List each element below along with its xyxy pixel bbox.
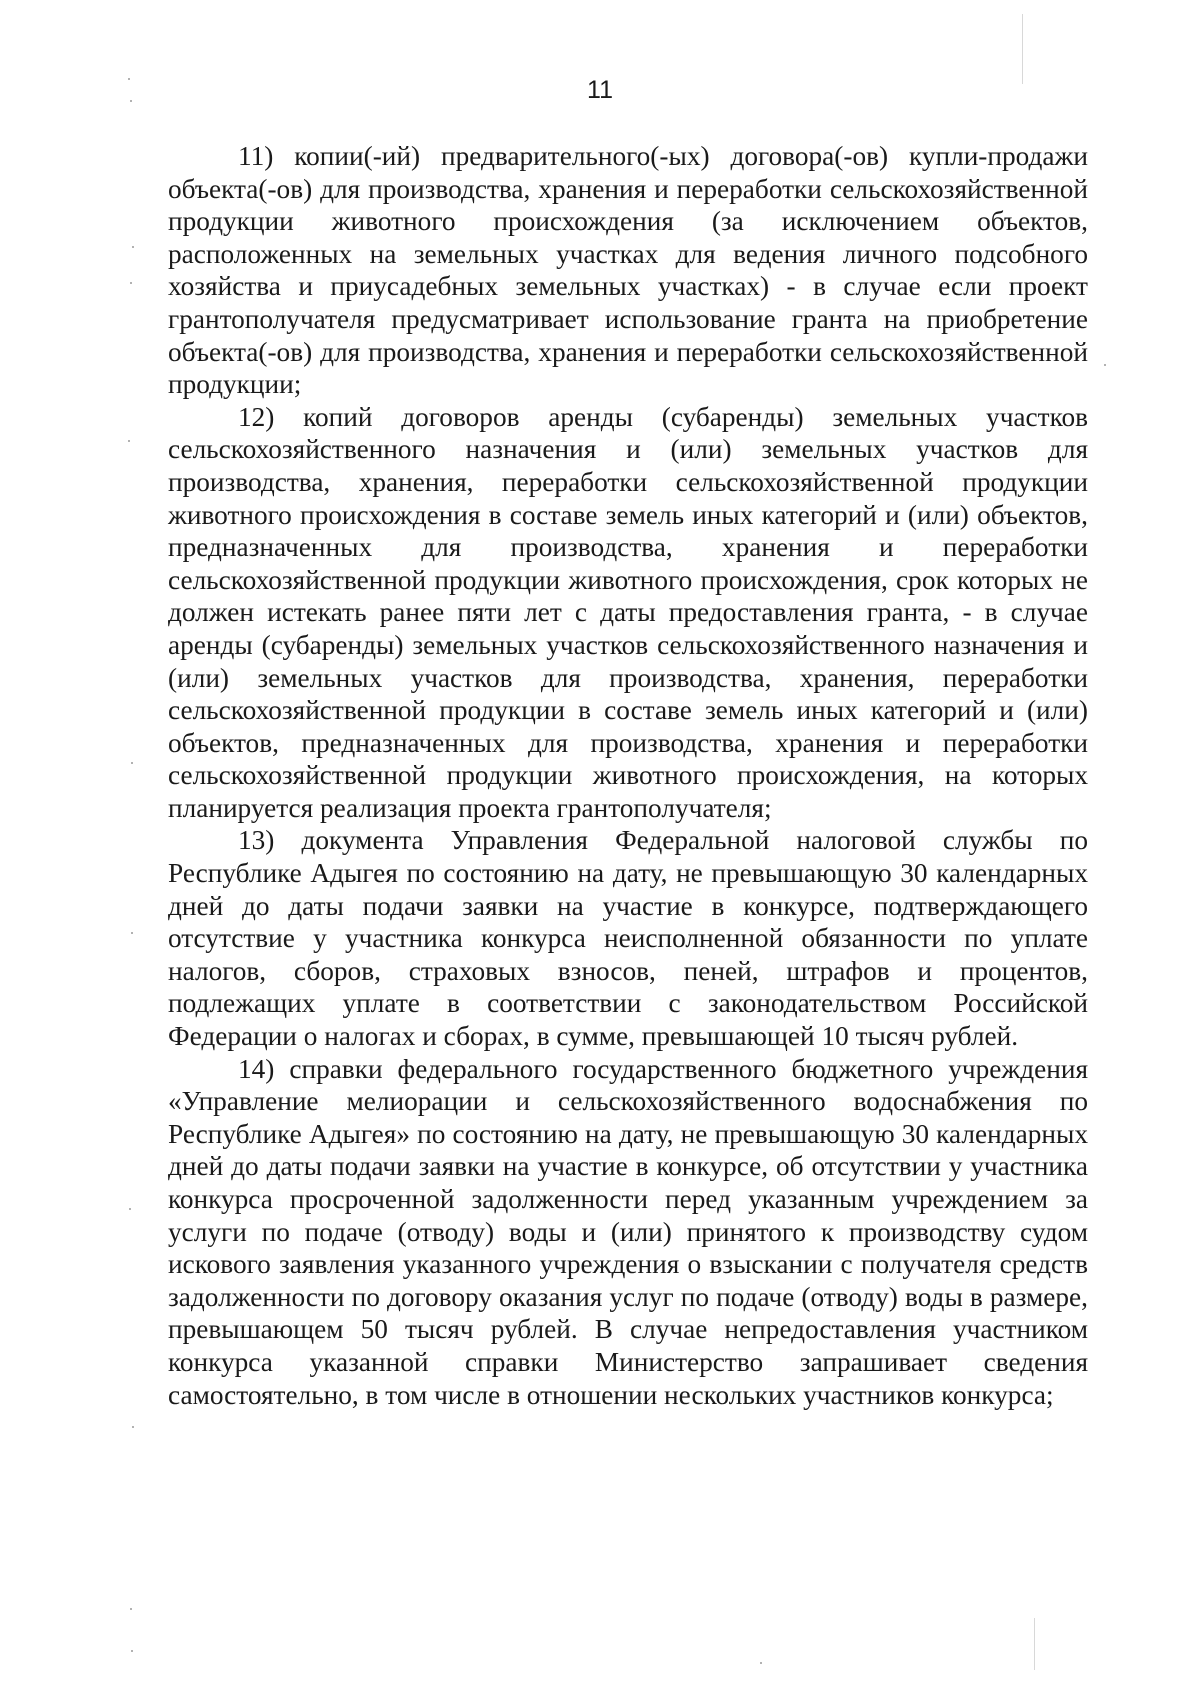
paragraph-item-11: 11) копии(-ий) предварительного(-ых) договора(-ов) купли-продажи объекта(-ов) для производства, хранения и переработки сельскохозяйственной продукции животного происхождения (за исключением объектов, расположенных на земельных участках для ведения личного подсобного хозяйства и приусадебных земельных участках) - в случае если проект грантополучателя предусматривает использование гранта на приобретение объекта(-ов) для производства, хранения и переработки сельскохозяйственной продукции; xyxy=(168,141,1088,400)
page-number: 11 xyxy=(587,76,613,104)
scan-edge-mark xyxy=(1022,14,1023,84)
scan-speck xyxy=(760,1662,762,1664)
scan-speck xyxy=(1104,364,1106,366)
paragraph-item-13: 13) документа Управления Федеральной налоговой службы по Республике Адыгея по состоянию на дату, не превышающую 30 календарных дней до даты подачи заявки на участие в конкурсе, подтверждающего отсутствие у участника конкурса неисполненной обязанности по уплате налогов, сборов, страховых взносов, пеней, штрафов и процентов, подлежащих уплате в соответствии с законодательством Российской Федерации о налогах и сборах, в сумме, превышающей 10 тысяч рублей. xyxy=(168,825,1088,1052)
scan-speck xyxy=(128,440,130,442)
scan-edge-mark xyxy=(1034,1618,1035,1670)
paragraph-item-12: 12) копий договоров аренды (субаренды) земельных участков сельскохозяйственного назначения и (или) земельных участков для производства, хранения, переработки сельскохозяйственной продукции животного происхождения в составе земель иных категорий и (или) объектов, предназначенных для производства, хранения и переработки сельскохозяйственной продукции животного происхождения, срок которых не должен истекать ранее пяти лет с даты предоставления гранта, - в случае аренды (субаренды) земельных участков сельскохозяйственного назначения и (или) земельных участков для производства, хранения, переработки сельскохозяйственной продукции в составе земель иных категорий и (или) объектов, предназначенных для производства, хранения и переработки сельскохозяйственной продукции животного происхождения, на которых планируется реализация проекта грантополучателя; xyxy=(168,401,1088,823)
scan-speck xyxy=(131,932,133,934)
document-body xyxy=(168,140,1088,1411)
paragraph-item-14: 14) справки федерального государственного бюджетного учреждения «Управление мелиорации и сельскохозяйственного водоснабжения по Республике Адыгея» по состоянию на дату, не превышающую 30 календарных дней до даты подачи заявки на участие в конкурсе, об отсутствии у участника конкурса просроченной задолженности перед указанным учреждением за услуги по подаче (отводу) воды и (или) принятого к производству судом искового заявления указанного учреждения о взыскании с получателя средств задолженности по договору оказания услуг по подаче (отводу) воды в размере, превышающем 50 тысяч рублей. В случае непредоставления участником конкурса указанной справки Министерство запрашивает сведения самостоятельно, в том числе в отношении нескольких участников конкурса; xyxy=(168,1053,1088,1410)
scan-speck xyxy=(129,1208,131,1210)
scan-speck xyxy=(130,100,132,102)
scan-speck xyxy=(130,282,132,284)
scan-speck xyxy=(131,1650,133,1652)
scan-speck xyxy=(130,1608,132,1610)
scan-speck xyxy=(131,762,133,764)
scan-speck xyxy=(132,246,134,248)
scan-speck xyxy=(132,1426,134,1428)
scan-speck xyxy=(128,78,130,80)
